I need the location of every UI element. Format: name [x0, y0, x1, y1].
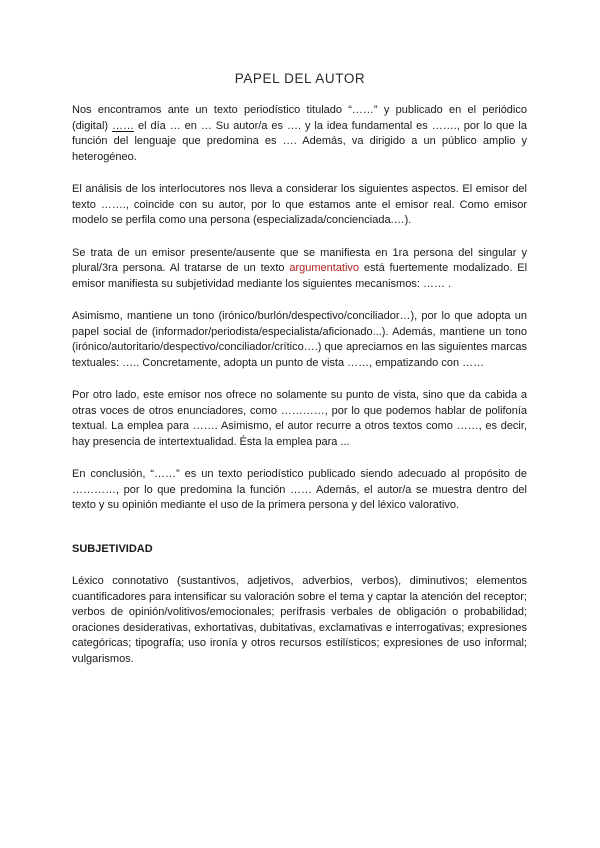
subjectivity-text: Léxico connotativo (sustantivos, adjetivos, adverbios, verbos), diminutivos; elementos cuantificadores para intensificar su valoración sobre el tema y captar la atención del receptor; verbos de opinión/volitivos/emocionales; perífrasis verbales de obligación o probabilidad; oraciones desiderativas, exhortativas, dubitativas, exclamativas e interrogativas; expresiones categóricas; tipografía; uso ironía y otros recursos estilísticos; expresiones de uso informal; vulgarismos. [72, 575, 527, 665]
paragraph-tone: Asimismo, mantiene un tono (irónico/burlón/despectivo/conciliador…), por lo que adopta un papel social de (informador/periodista/especialista/aficionado...). Además, mantiene un tono (irónico/autoritario/despectivo/conciliador/crítico….) que apreciamos en las siguientes marcas textuales: ….. Concretamente, adopta un punto de vista ……, empatizando con …… [72, 310, 527, 369]
paragraph-polyphony: Por otro lado, este emisor nos ofrece no solamente su punto de vista, sino que da cabida a otras voces de otros enunciadores, como …………, por lo que podemos hablar de polifonía textual. La emplea para ……. Asimismo, el autor recurre a otros textos como ……, es decir, hay presencia de intertextualidad. Ésta la emplea para ... [72, 389, 527, 448]
emitter-text-start: Se trata de un emisor presente/ausente que se manifiesta en 1ra persona del singular y plural/3ra persona. Al tratarse de un texto [72, 246, 527, 274]
highlight-argumentativo: argumentativo [289, 262, 360, 274]
subjectivity-section [72, 542, 527, 668]
newspaper-placeholder: …… [112, 119, 135, 132]
paragraph-interlocutors: El análisis de los interlocutores nos lleva a considerar los siguientes aspectos. El emisor del texto ……., coincide con su autor, por lo que estamos ante el emisor real. Como emisor modelo se perfila como una persona (especializada/concienciada.…). [72, 183, 527, 226]
intro-text-start: Nos encontramos ante un texto periodístico titulado “……” y publicado en el periódico (digital) [72, 104, 527, 132]
paragraph-conclusion: En conclusión, “……” es un texto periodístico publicado siendo adecuado al propósito de …………, por lo que predomina la función …… Además, el autor/a se muestra dentro del texto y su opinión mediante el uso de la primera persona y del léxico valorativo. [72, 468, 527, 511]
intro-text-end: el día … en … Su autor/a es …. y la idea fundamental es ……., por lo que la función del lenguaje que predomina es …. Además, va dirigido a un público amplio y heterogéneo. [72, 119, 527, 163]
subjectivity-heading: SUBJETIVIDAD [72, 542, 153, 555]
paragraph-intro [72, 103, 527, 165]
paragraph-emitter [72, 246, 527, 293]
page-title: PAPEL DEL AUTOR [234, 71, 366, 86]
emitter-text-end: está fuertemente modalizado. El emisor manifiesta su subjetividad mediante los siguientes mecanismos: …… . [72, 262, 528, 290]
document-body [72, 103, 527, 684]
